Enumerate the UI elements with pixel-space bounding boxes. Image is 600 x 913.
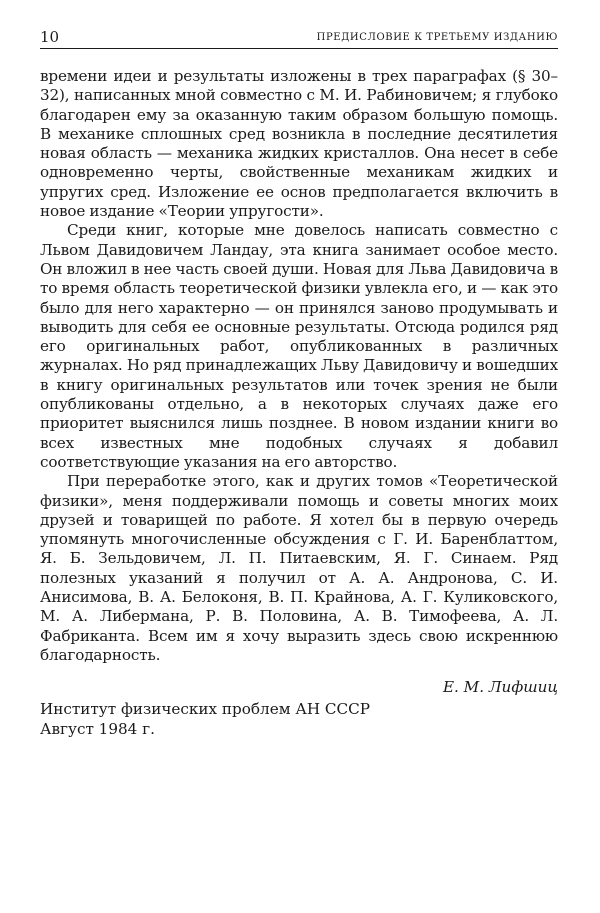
- date-line: Август 1984 г.: [40, 719, 155, 738]
- institute-name: Институт физических проблем АН СССР: [40, 700, 370, 719]
- author-signature: Е. М. Лифшиц: [442, 678, 558, 697]
- running-head: [40, 28, 558, 49]
- page-number: 10: [40, 28, 60, 46]
- running-title: ПРЕДИСЛОВИЕ К ТРЕТЬЕМУ ИЗДАНИЮ: [316, 32, 558, 43]
- paragraph-continuation: времени идеи и результаты изложены в трех параграфах (§ 30–32), написанных мной совместно с М. И. Рабиновичем; я глубоко благодарен ему за оказанную таким образом большую помощь. В механике сплошных сред возникла в последние десятилетия новая область — механика жидких кристаллов. Она несет в себе одновременно черты, свойственные механикам жидких и упругих сред. Изложение ее основ предполагается включить в новое издание «Теории упругости».: [40, 67, 558, 221]
- paragraph-landau: Среди книг, которые мне довелось написать совместно с Львом Давидовичем Ландау, эта книга занимает особое место. Он вложил в нее часть своей души. Новая для Льва Давидовича в то время область теоретической физики увлекла его, и — как это было для него характерно — он принялся заново продумывать и выводить для себя ее основные результаты. Отсюда родился ряд его оригинальных работ, опубликованных в различных журналах. Но ряд принадлежащих Льву Давидовичу и вошедших в книгу оригинальных результатов или точек зрения не были опубликованы отдельно, а в некоторых случаях даже его приоритет выяснился лишь позднее. В новом издании книги во всех известных мне подобных случаях я добавил соответствующие указания на его авторство.: [40, 221, 558, 471]
- affiliation-block: [40, 700, 558, 739]
- book-page: [40, 28, 558, 739]
- paragraph-acknowledgements: При переработке этого, как и других томов «Теоретической физики», меня поддерживали помощь и советы многих моих друзей и товарищей по работе. Я хотел бы в первую очередь упомянуть многочисленные обсуждения с Г. И. Баренблаттом, Я. Б. Зельдовичем, Л. П. Питаевским, Я. Г. Синаем. Ряд полезных указаний я получил от А. А. Андронова, С. И. Анисимова, В. А. Белоконя, В. П. Крайнова, А. Г. Куликовского, М. А. Либермана, Р. В. Половина, А. В. Тимофеева, А. Л. Фабриканта. Всем им я хочу выразить здесь свою искреннюю благодарность.: [40, 472, 558, 664]
- preface-body: [40, 67, 558, 665]
